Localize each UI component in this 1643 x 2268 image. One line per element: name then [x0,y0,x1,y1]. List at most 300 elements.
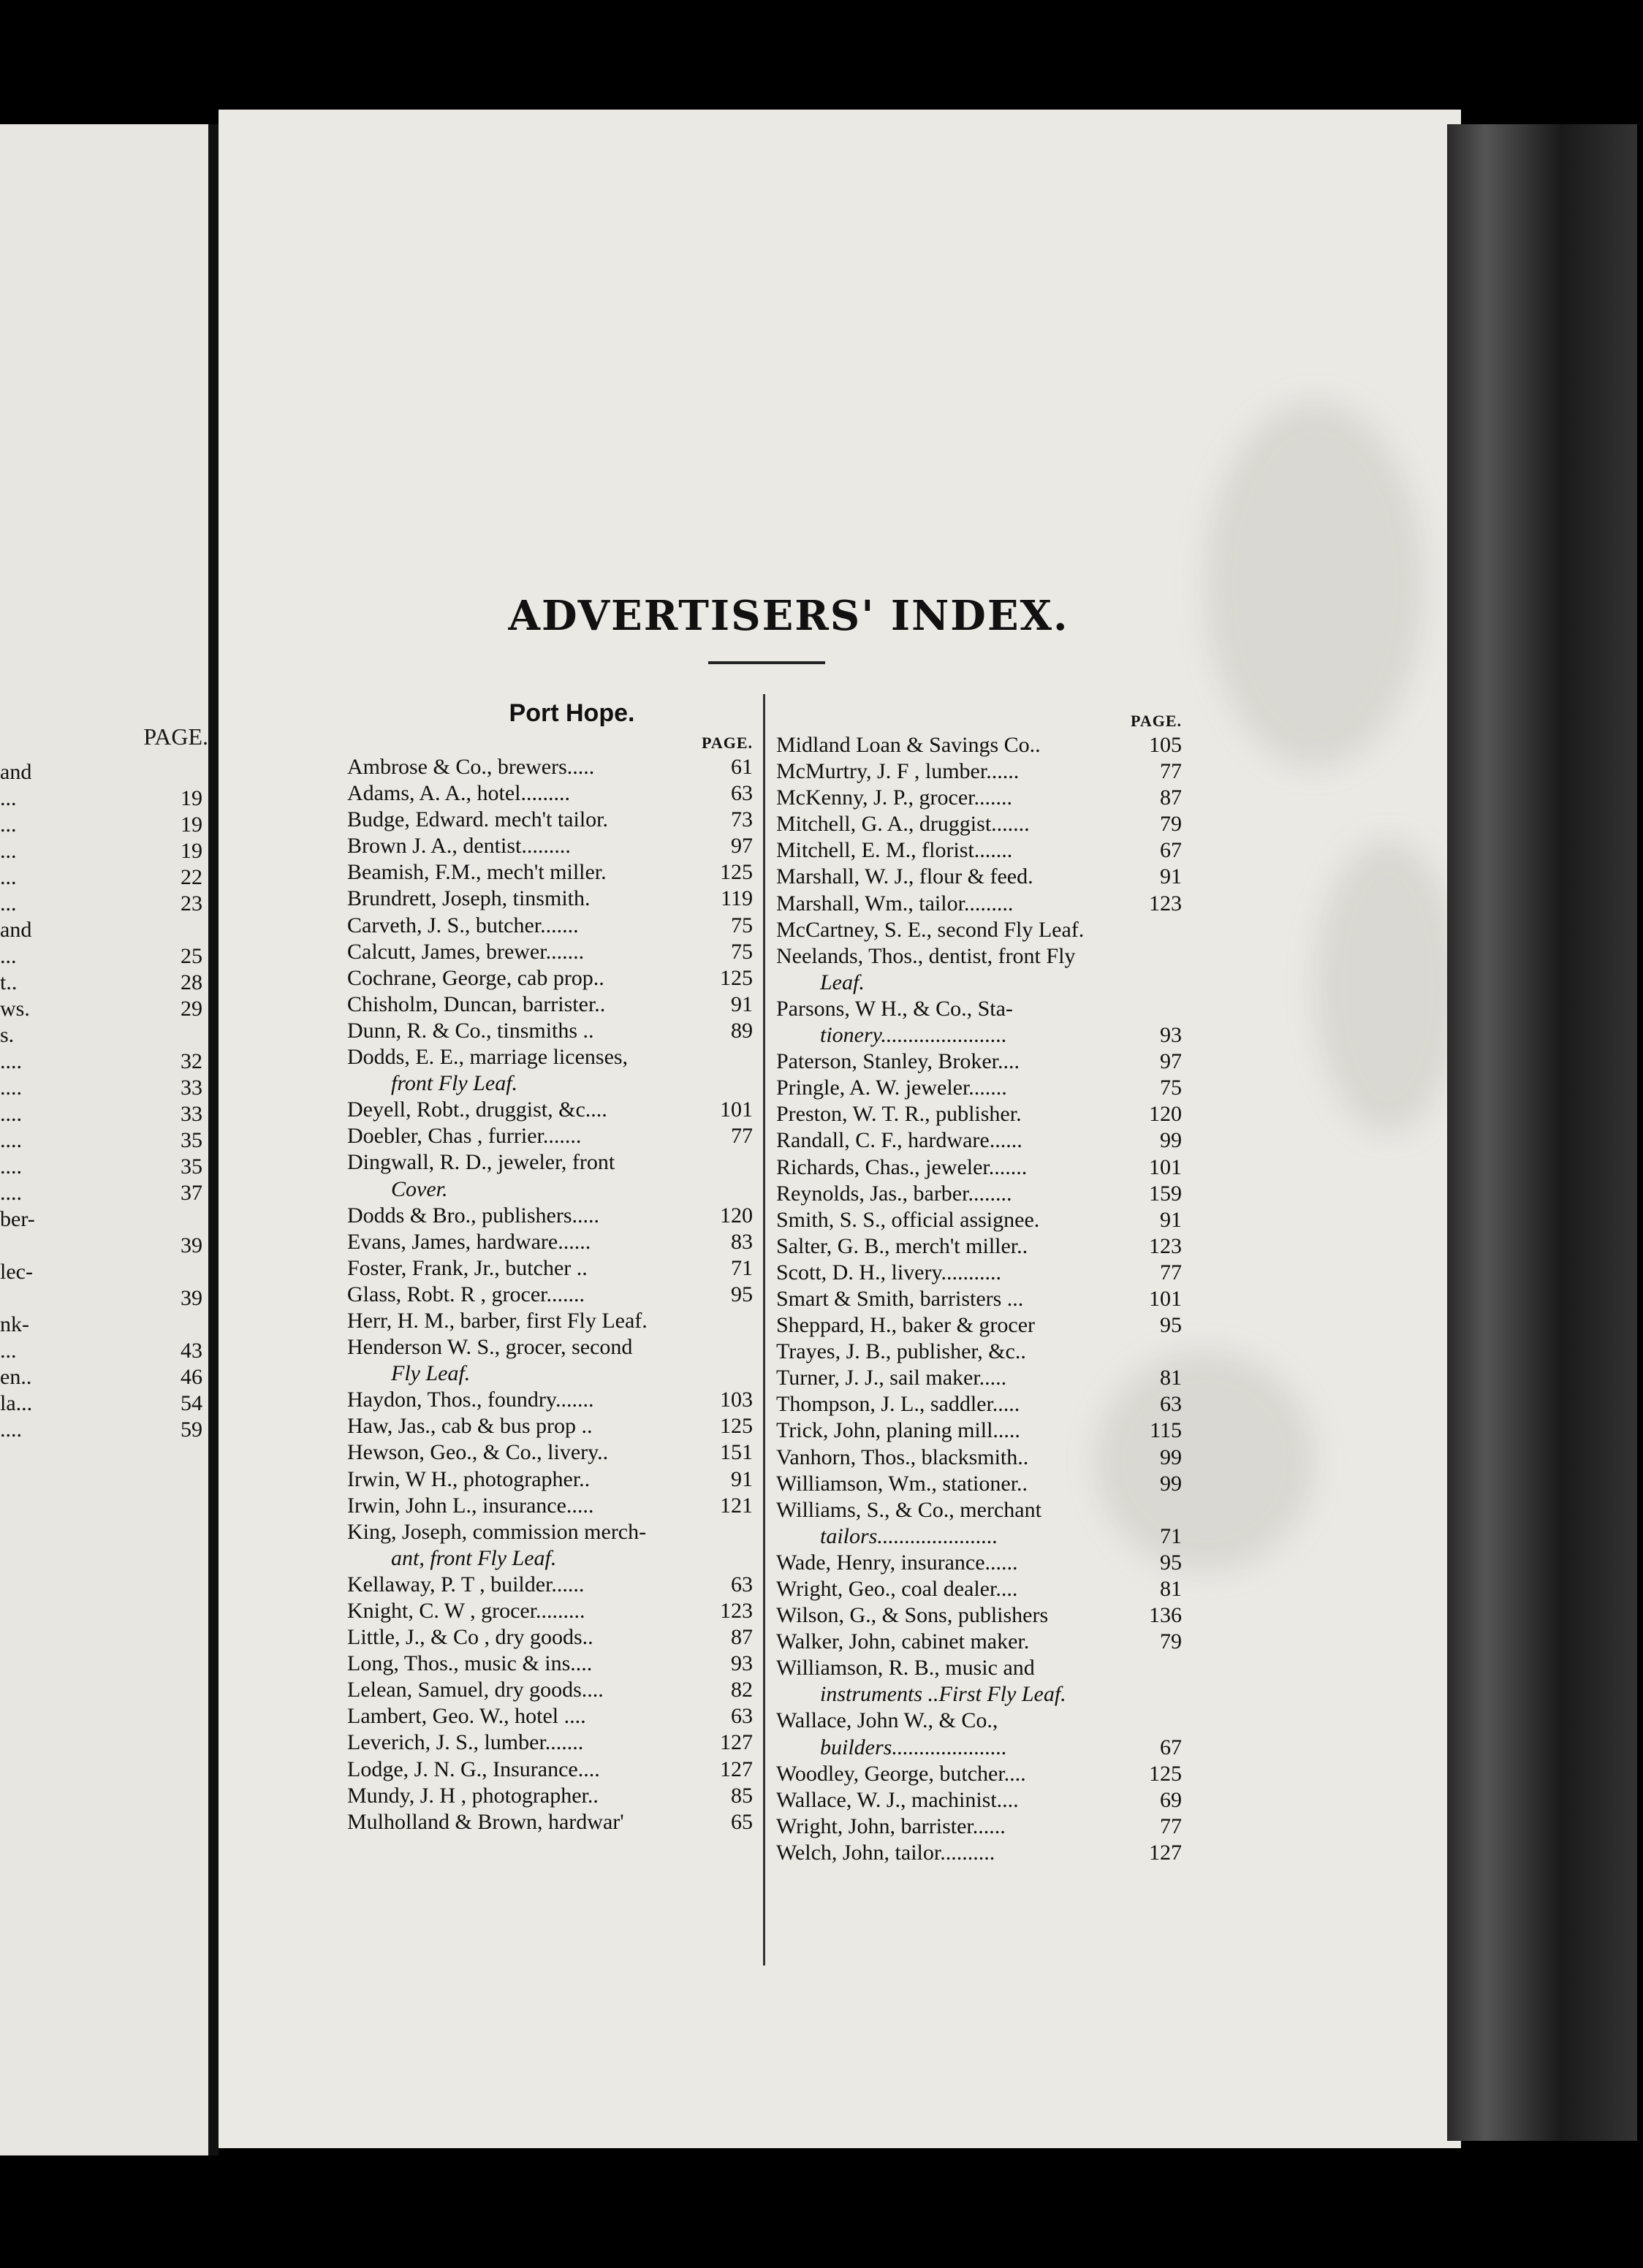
previous-page-text: .... [0,1181,22,1205]
previous-page-line [0,760,208,786]
left-index-entry [347,1519,753,1545]
previous-page-text: ... [0,944,17,968]
previous-page-text: .... [0,1128,22,1152]
page-number: 103 [720,1388,753,1412]
page-number: 91 [731,992,753,1016]
page-number: 136 [1149,1603,1182,1628]
previous-page-line [0,1154,208,1181]
previous-page-text: ... [0,839,17,863]
advertiser-name: Little, J., & Co , dry goods.. [347,1625,593,1650]
advertiser-name: Trayes, J. B., publisher, &c.. [776,1339,1026,1364]
advertiser-name: Mitchell, G. A., druggist....... [776,812,1030,837]
right-index-entry [776,1181,1182,1207]
right-index-entry [776,785,1182,811]
right-index-entry [776,917,1182,943]
page-number [1138,970,1182,996]
previous-page-number: 37 [181,1181,202,1205]
right-index-entry [776,1022,1182,1049]
previous-page-line [0,1023,208,1049]
index-column-left [347,694,753,1835]
advertiser-name: Leverich, J. S., lumber....... [347,1730,584,1755]
previous-page-line [0,1286,208,1312]
previous-page-text: s. [0,1023,15,1047]
advertiser-name: Parsons, W H., & Co., Sta- [776,996,1013,1021]
page-number: 63 [731,781,753,806]
previous-page-text: en.. [0,1365,32,1389]
page-number: 125 [720,860,753,885]
left-index-entry [347,1651,753,1677]
page-number: 91 [1160,1207,1182,1232]
page-number [709,1149,753,1176]
page-number: 91 [1160,864,1182,889]
left-index-entry [347,1123,753,1149]
page-number: 75 [731,913,753,937]
page-number: 77 [731,1124,753,1149]
page-number: 63 [731,1572,753,1597]
advertiser-name: Marshall, W. J., flour & feed. [776,864,1033,889]
right-index-entry [776,732,1182,758]
left-index-entry [347,1361,753,1387]
previous-page-number [151,760,202,786]
left-index-entry [347,1044,753,1070]
previous-page-number: 29 [181,997,202,1021]
left-index-entry [347,965,753,992]
page-number: 87 [1160,785,1182,810]
page-number: 87 [731,1625,753,1650]
previous-page-line [0,1233,208,1260]
advertiser-name: McCartney, S. E., second Fly Leaf. [776,917,1085,942]
previous-page-number [151,1023,202,1049]
advertiser-name: Beamish, F.M., mech't miller. [347,860,607,885]
previous-page-lines [0,760,208,1444]
previous-page-line [0,918,208,944]
right-index-entry [776,1735,1182,1761]
left-index-entry [347,780,753,807]
advertiser-name: Neelands, Thos., dentist, front Fly [776,943,1076,968]
advertiser-name: Pringle, A. W. jeweler....... [776,1076,1007,1100]
advertiser-name: Williamson, Wm., stationer.. [776,1471,1028,1496]
left-index-entry [347,807,753,833]
advertiser-name: Adams, A. A., hotel......... [347,781,570,806]
page-number: 101 [1149,1286,1182,1311]
page-number: 95 [1160,1313,1182,1338]
previous-page-number: 35 [181,1154,202,1179]
advertiser-name: tailors...................... [820,1523,998,1548]
page-number [709,1308,753,1334]
previous-page-text: ws. [0,997,30,1021]
right-index-entry [776,837,1182,864]
page-number: 73 [731,807,753,832]
left-index-entry [347,1598,753,1624]
advertiser-name: Richards, Chas., jeweler....... [776,1154,1028,1179]
previous-page-line [0,970,208,997]
previous-page-line [0,1207,208,1233]
previous-page-text: la... [0,1391,33,1415]
advertiser-name: King, Joseph, commission merch- [347,1519,647,1544]
left-index-entry [347,913,753,939]
previous-page-line [0,1102,208,1128]
right-index-entry [776,1233,1182,1260]
advertiser-name: Walker, John, cabinet maker. [776,1629,1030,1654]
page-number: 120 [1149,1102,1182,1127]
previous-page-number: 39 [181,1286,202,1310]
right-index-entry [776,758,1182,785]
previous-page-text: ber- [0,1207,35,1231]
right-index-entry [776,864,1182,890]
page-number [1138,1708,1182,1734]
page-number: 75 [731,939,753,964]
previous-page-text: ... [0,1339,17,1363]
advertiser-name: Reynolds, Jas., barber........ [776,1181,1012,1206]
index-page [219,110,1461,2148]
previous-page-number: 33 [181,1076,202,1100]
right-index-entry [776,1602,1182,1629]
previous-page-number: 35 [181,1128,202,1152]
page-header-right: PAGE. [1131,712,1182,730]
previous-page-line [0,786,208,813]
right-index-entry [776,1127,1182,1154]
previous-page-line [0,1312,208,1339]
page-number: 115 [1150,1418,1182,1443]
advertiser-name: Kellaway, P. T , builder...... [347,1572,585,1597]
page-number: 71 [731,1255,753,1280]
previous-page-line [0,891,208,918]
previous-page-line [0,1049,208,1076]
previous-page-text: and [0,918,32,942]
previous-page-text: ... [0,865,17,889]
page-number: 67 [1160,838,1182,863]
advertiser-name: instruments ..First Fly Leaf. [820,1682,1066,1707]
advertiser-name: Wallace, John W., & Co., [776,1708,998,1733]
page-number: 123 [720,1599,753,1623]
previous-page-line [0,1260,208,1286]
left-index-entry [347,1545,753,1572]
previous-page-line [0,865,208,891]
left-index-entry [347,1097,753,1123]
page-number: 63 [731,1704,753,1729]
advertiser-name: Salter, G. B., merch't miller.. [776,1233,1028,1258]
page-number [1138,1655,1182,1681]
advertiser-name: Dodds & Bro., publishers..... [347,1203,599,1228]
right-index-entry [776,1840,1182,1866]
previous-page-text: .... [0,1049,22,1073]
advertiser-name: Fly Leaf. [391,1361,471,1386]
page-gutter [208,124,219,2155]
page-number: 125 [1149,1761,1182,1786]
advertiser-name: builders..................... [820,1735,1007,1759]
advertiser-name: Williams, S., & Co., merchant [776,1497,1041,1522]
page-number: 101 [720,1097,753,1122]
right-index-entry [776,1445,1182,1471]
advertiser-name: Welch, John, tailor.......... [776,1840,995,1865]
right-index-entry [776,1787,1182,1814]
advertiser-name: Doebler, Chas , furrier....... [347,1124,582,1149]
advertiser-name: Long, Thos., music & ins.... [347,1651,593,1676]
page-number: 119 [721,886,753,911]
page-number: 93 [1160,1023,1182,1048]
page-number [1138,917,1182,943]
advertiser-name: Irwin, John L., insurance..... [347,1493,594,1518]
previous-page-line [0,1339,208,1365]
page-number: 123 [1149,1233,1182,1258]
right-index-entry [776,996,1182,1022]
page-number: 159 [1149,1181,1182,1206]
page-number: 77 [1160,1814,1182,1838]
advertiser-name: Irwin, W H., photographer.. [347,1466,591,1491]
left-index-entry [347,886,753,912]
page-header-left: PAGE. [702,734,753,752]
advertiser-name: Budge, Edward. mech't tailor. [347,807,608,832]
previous-page-number: 43 [181,1339,202,1363]
left-index-entry [347,1677,753,1703]
advertiser-name: Leaf. [820,970,865,994]
advertiser-name: Knight, C. W , grocer......... [347,1599,585,1623]
page-number [709,1334,753,1361]
right-index-entry [776,1681,1182,1708]
previous-page-line [0,1076,208,1102]
advertiser-name: Mulholland & Brown, hardwar' [347,1809,624,1834]
advertiser-name: front Fly Leaf. [391,1071,518,1096]
page-number: 99 [1160,1471,1182,1496]
left-index-entry [347,1757,753,1783]
advertiser-name: Brown J. A., dentist......... [347,834,571,859]
advertiser-name: Marshall, Wm., tailor......... [776,891,1014,916]
advertiser-name: McMurtry, J. F , lumber...... [776,759,1020,784]
page-number: 95 [731,1282,753,1306]
advertiser-name: Sheppard, H., baker & grocer [776,1313,1036,1338]
right-index-entry [776,1655,1182,1681]
advertiser-name: Haw, Jas., cab & bus prop .. [347,1414,593,1439]
advertiser-name: Turner, J. J., sail maker..... [776,1366,1007,1390]
previous-page-text: lec- [0,1260,33,1284]
advertiser-name: Dingwall, R. D., jeweler, front [347,1150,615,1175]
left-index-entry [347,1466,753,1493]
advertiser-name: Randall, C. F., hardware...... [776,1128,1022,1153]
page-number: 101 [1149,1154,1182,1179]
page-number [709,1361,753,1387]
left-index-entry [347,1413,753,1439]
right-index-entry [776,1550,1182,1576]
left-index-entry [347,1149,753,1176]
page-number: 105 [1149,733,1182,757]
previous-page-text: .... [0,1102,22,1126]
previous-page-number: 25 [181,944,202,968]
previous-page-line [0,1418,208,1444]
page-number [709,1044,753,1070]
page-number: 63 [1160,1392,1182,1417]
page-number: 82 [731,1678,753,1702]
right-index-entry [776,1049,1182,1075]
previous-page-text: ... [0,813,17,837]
page-number: 79 [1160,1629,1182,1654]
advertiser-name: ant, front Fly Leaf. [391,1545,557,1570]
page-number: 95 [1160,1550,1182,1575]
page-number: 93 [731,1651,753,1676]
previous-page-number: 32 [181,1049,202,1073]
advertiser-name: Wright, Geo., coal dealer.... [776,1577,1018,1601]
left-index-entry [347,1624,753,1651]
page-number [1138,1497,1182,1523]
left-index-entry [347,1439,753,1466]
page-number: 81 [1160,1366,1182,1390]
previous-page-text: t.. [0,970,18,994]
previous-page-line [0,1391,208,1418]
previous-page-number: 33 [181,1102,202,1126]
right-index-entry [776,1814,1182,1840]
advertiser-name: Vanhorn, Thos., blacksmith.. [776,1445,1029,1469]
left-index-entry [347,1070,753,1097]
previous-page-line [0,1181,208,1207]
previous-page-line [0,1128,208,1154]
previous-page-number [151,1260,202,1286]
advertiser-name: McKenny, J. P., grocer....... [776,785,1013,810]
advertiser-name: Carveth, J. S., butcher....... [347,913,579,937]
page-number: 61 [731,755,753,779]
previous-page-number: 28 [181,970,202,994]
page-number: 125 [720,1414,753,1439]
advertiser-name: Cochrane, George, cab prop.. [347,965,604,990]
right-index-entry [776,891,1182,917]
left-index-entry [347,1572,753,1598]
previous-page-number: 23 [181,891,202,916]
previous-page-number: 59 [181,1418,202,1442]
advertiser-name: Wright, John, barrister...... [776,1814,1006,1838]
right-index-entry [776,1286,1182,1312]
advertiser-name: Dodds, E. E., marriage licenses, [347,1045,629,1070]
previous-page-number: 19 [181,786,202,810]
advertiser-name: Calcutt, James, brewer....... [347,939,585,964]
previous-page-text: ... [0,786,17,810]
page-number: 85 [731,1783,753,1808]
page-number: 121 [720,1493,753,1518]
page-title: ADVERTISERS' INDEX. [508,592,1069,640]
right-index-entry [776,1418,1182,1444]
advertiser-name: Trick, John, planing mill..... [776,1418,1020,1443]
previous-page-text: ... [0,891,17,916]
advertiser-name: Glass, Robt. R , grocer....... [347,1282,585,1306]
advertiser-name: Ambrose & Co., brewers..... [347,755,595,779]
advertiser-name: Chisholm, Duncan, barrister.. [347,992,606,1016]
section-title: Port Hope. [509,699,635,727]
previous-page-line [0,1365,208,1391]
previous-page-number: 19 [181,813,202,837]
page-number: 69 [1160,1787,1182,1812]
advertiser-name: Woodley, George, butcher.... [776,1761,1026,1786]
title-rule [708,661,825,664]
page-number [709,1545,753,1572]
right-index-entry [776,1154,1182,1181]
page-number: 67 [1160,1735,1182,1759]
previous-page-line [0,839,208,865]
left-index-entry [347,1229,753,1255]
page-number: 77 [1160,759,1182,784]
right-index-entry [776,1365,1182,1391]
page-number [1138,996,1182,1022]
page-number: 120 [720,1203,753,1228]
page-number: 97 [1160,1049,1182,1074]
left-index-entry [347,1729,753,1756]
previous-page-number [151,1207,202,1233]
right-index-entry [776,943,1182,970]
left-index-entry [347,1809,753,1835]
right-index-entry [776,1523,1182,1550]
advertiser-name: Brundrett, Joseph, tinsmith. [347,886,591,911]
previous-page-number: 22 [181,865,202,889]
previous-page-text: .... [0,1076,22,1100]
right-index-entry [776,1260,1182,1286]
previous-page-header: PAGE. [143,723,208,750]
left-index-entry [347,859,753,886]
right-index-entry [776,1312,1182,1339]
page-number [1138,1339,1182,1365]
page-number: 127 [1149,1840,1182,1865]
left-index-entry [347,1018,753,1044]
advertiser-name: Lodge, J. N. G., Insurance.... [347,1757,600,1781]
previous-page-line [0,944,208,970]
page-number [709,1519,753,1545]
advertiser-name: Midland Loan & Savings Co.. [776,733,1041,757]
page-number: 151 [720,1440,753,1465]
advertiser-name: Scott, D. H., livery........... [776,1260,1002,1285]
page-number: 79 [1160,812,1182,837]
left-index-entry [347,939,753,965]
advertiser-name: Hewson, Geo., & Co., livery.. [347,1440,609,1465]
advertiser-name: Foster, Frank, Jr., butcher .. [347,1255,588,1280]
page-number: 65 [731,1809,753,1834]
page-number [1138,1681,1182,1708]
left-index-entry [347,1493,753,1519]
advertiser-name: Cover. [391,1176,448,1201]
page-number: 71 [1160,1523,1182,1548]
advertiser-name: Evans, James, hardware...... [347,1229,591,1254]
advertiser-name: Deyell, Robt., druggist, &c.... [347,1097,607,1122]
advertiser-name: Dunn, R. & Co., tinsmiths .. [347,1018,594,1043]
left-index-entry [347,1703,753,1729]
advertiser-name: Haydon, Thos., foundry....... [347,1388,594,1412]
previous-page-text: .... [0,1154,22,1179]
previous-page-number [151,1312,202,1339]
page-number: 99 [1160,1445,1182,1469]
previous-page-text: .... [0,1418,22,1442]
left-index-entry [347,754,753,780]
book-edge [1447,124,1637,2141]
advertiser-name: Smart & Smith, barristers ... [776,1286,1024,1311]
left-index-entry [347,1308,753,1334]
previous-page-number: 39 [181,1233,202,1257]
right-index-entry [776,1339,1182,1365]
advertiser-name: Wade, Henry, insurance...... [776,1550,1018,1575]
right-index-entry [776,1708,1182,1734]
advertiser-name: Smith, S. S., official assignee. [776,1207,1040,1232]
advertiser-name: tionery....................... [820,1023,1007,1048]
page-number: 77 [1160,1260,1182,1285]
advertiser-name: Wallace, W. J., machinist.... [776,1787,1019,1812]
right-index-entry [776,1629,1182,1655]
previous-page-number: 54 [181,1391,202,1415]
previous-page-text: and [0,760,32,784]
advertiser-name: Henderson W. S., grocer, second [347,1335,633,1360]
page-number [709,1070,753,1097]
left-index-entry [347,1176,753,1203]
page-number [709,1176,753,1203]
right-index-entry [776,1391,1182,1418]
right-index-entry [776,1101,1182,1127]
index-column-right [776,694,1182,1866]
advertiser-name: Herr, H. M., barber, first Fly Leaf. [347,1308,648,1333]
page-number: 127 [720,1730,753,1755]
page-number: 127 [720,1757,753,1781]
left-index-entry [347,1282,753,1308]
